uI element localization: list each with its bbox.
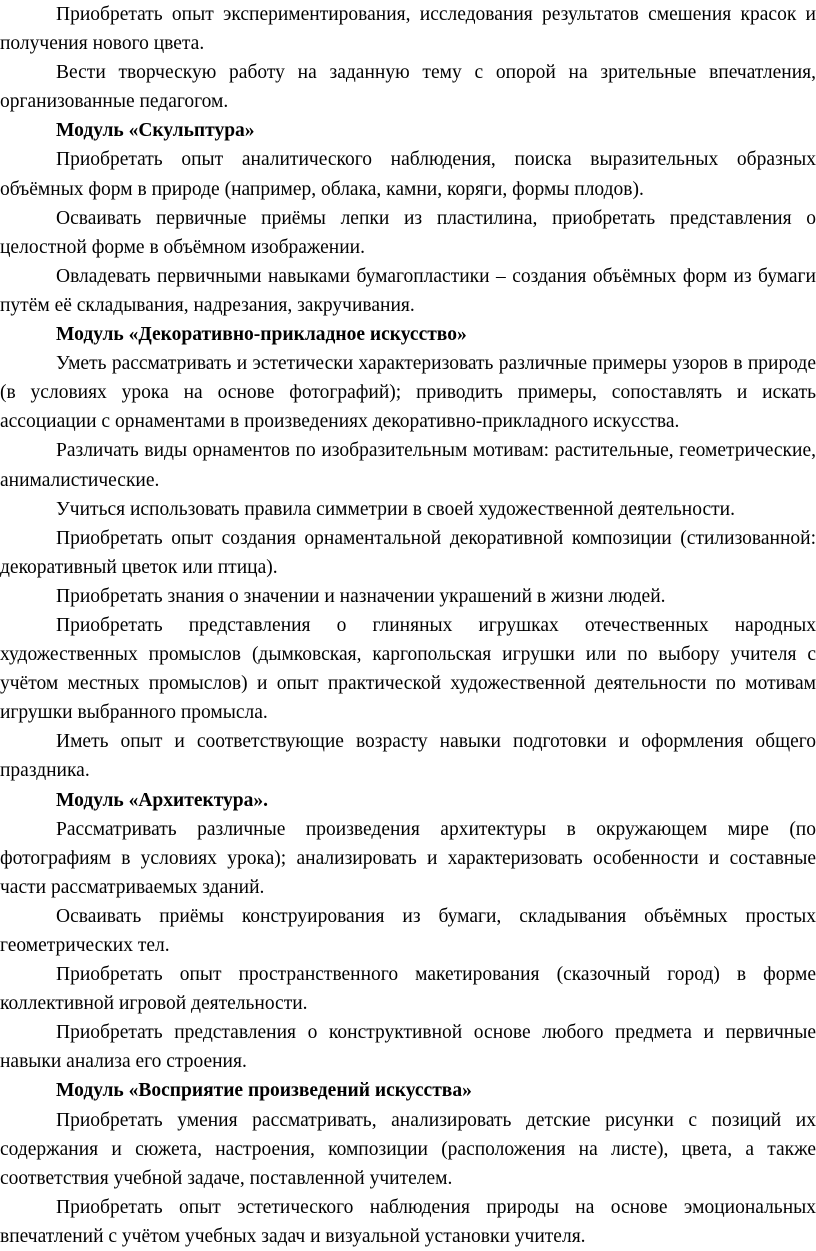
module-heading-decorative-arts: Модуль «Декоративно-прикладное искусство» xyxy=(56,324,467,346)
paragraph: Иметь опыт и соответствующие возрасту навыки подготовки и оформления общего праздника. xyxy=(0,731,816,782)
paragraph: Приобретать знания о значении и назначении украшений в жизни людей. xyxy=(56,585,666,607)
paragraph: Приобретать опыт экспериментирования, исследования результатов смешения красок и получения нового цвета. xyxy=(0,4,816,55)
paragraph: Приобретать представления о глиняных игрушках отечественных народных художественных промыслов (дымковская, каргопольская игрушки или по выбору учителя с учётом местных промыслов) и опыт практической художественной деятельности по мотивам игрушки выбранного промысла. xyxy=(0,614,816,724)
paragraph: Различать виды орнаментов по изобразительным мотивам: растительные, геометрические, анималистические. xyxy=(0,440,816,491)
paragraph: Уметь рассматривать и эстетически характеризовать различные примеры узоров в природе (в условиях урока на основе фотографий); приводить примеры, сопоставлять и искать ассоциации с орнаментами в произведениях декоративно-прикладного искусства. xyxy=(0,353,816,433)
paragraph: Приобретать опыт создания орнаментальной декоративной композиции (стилизованной: декоративный цветок или птица). xyxy=(0,527,816,578)
paragraph: Приобретать умения рассматривать, анализировать детские рисунки с позиций их содержания и сюжета, настроения, композиции (расположения на листе), цвета, а также соответствия учебной задаче, поставленной учителем. xyxy=(0,1109,816,1189)
paragraph: Рассматривать различные произведения архитектуры в окружающем мире (по фотографиям в условиях урока); анализировать и характеризовать особенности и составные части рассматриваемых зданий. xyxy=(0,818,816,898)
paragraph: Приобретать опыт эстетического наблюдения природы на основе эмоциональных впечатлений с учётом учебных задач и визуальной установки учителя. xyxy=(0,1196,816,1247)
paragraph: Овладевать первичными навыками бумагопластики – создания объёмных форм из бумаги путём её складывания, надрезания, закручивания. xyxy=(0,265,816,316)
paragraph: Приобретать представления о конструктивной основе любого предмета и первичные навыки анализа его строения. xyxy=(0,1022,816,1073)
paragraph: Осваивать первичные приёмы лепки из пластилина, приобретать представления о целостной форме в объёмном изображении. xyxy=(0,207,816,258)
paragraph: Вести творческую работу на заданную тему с опорой на зрительные впечатления, организованные педагогом. xyxy=(0,62,816,113)
paragraph: Осваивать приёмы конструирования из бумаги, складывания объёмных простых геометрических тел. xyxy=(0,905,816,956)
paragraph: Учиться использовать правила симметрии в своей художественной деятельности. xyxy=(56,498,735,520)
paragraph: Приобретать опыт аналитического наблюдения, поиска выразительных образных объёмных форм в природе (например, облака, камни, коряги, формы плодов). xyxy=(0,149,816,200)
module-heading-architecture: Модуль «Архитектура». xyxy=(56,789,269,811)
module-heading-sculpture: Модуль «Скульптура» xyxy=(56,120,255,142)
module-heading-art-perception: Модуль «Восприятие произведений искусства» xyxy=(56,1080,472,1102)
paragraph: Приобретать опыт пространственного макетирования (сказочный город) в форме коллективной игровой деятельности. xyxy=(0,964,816,1015)
